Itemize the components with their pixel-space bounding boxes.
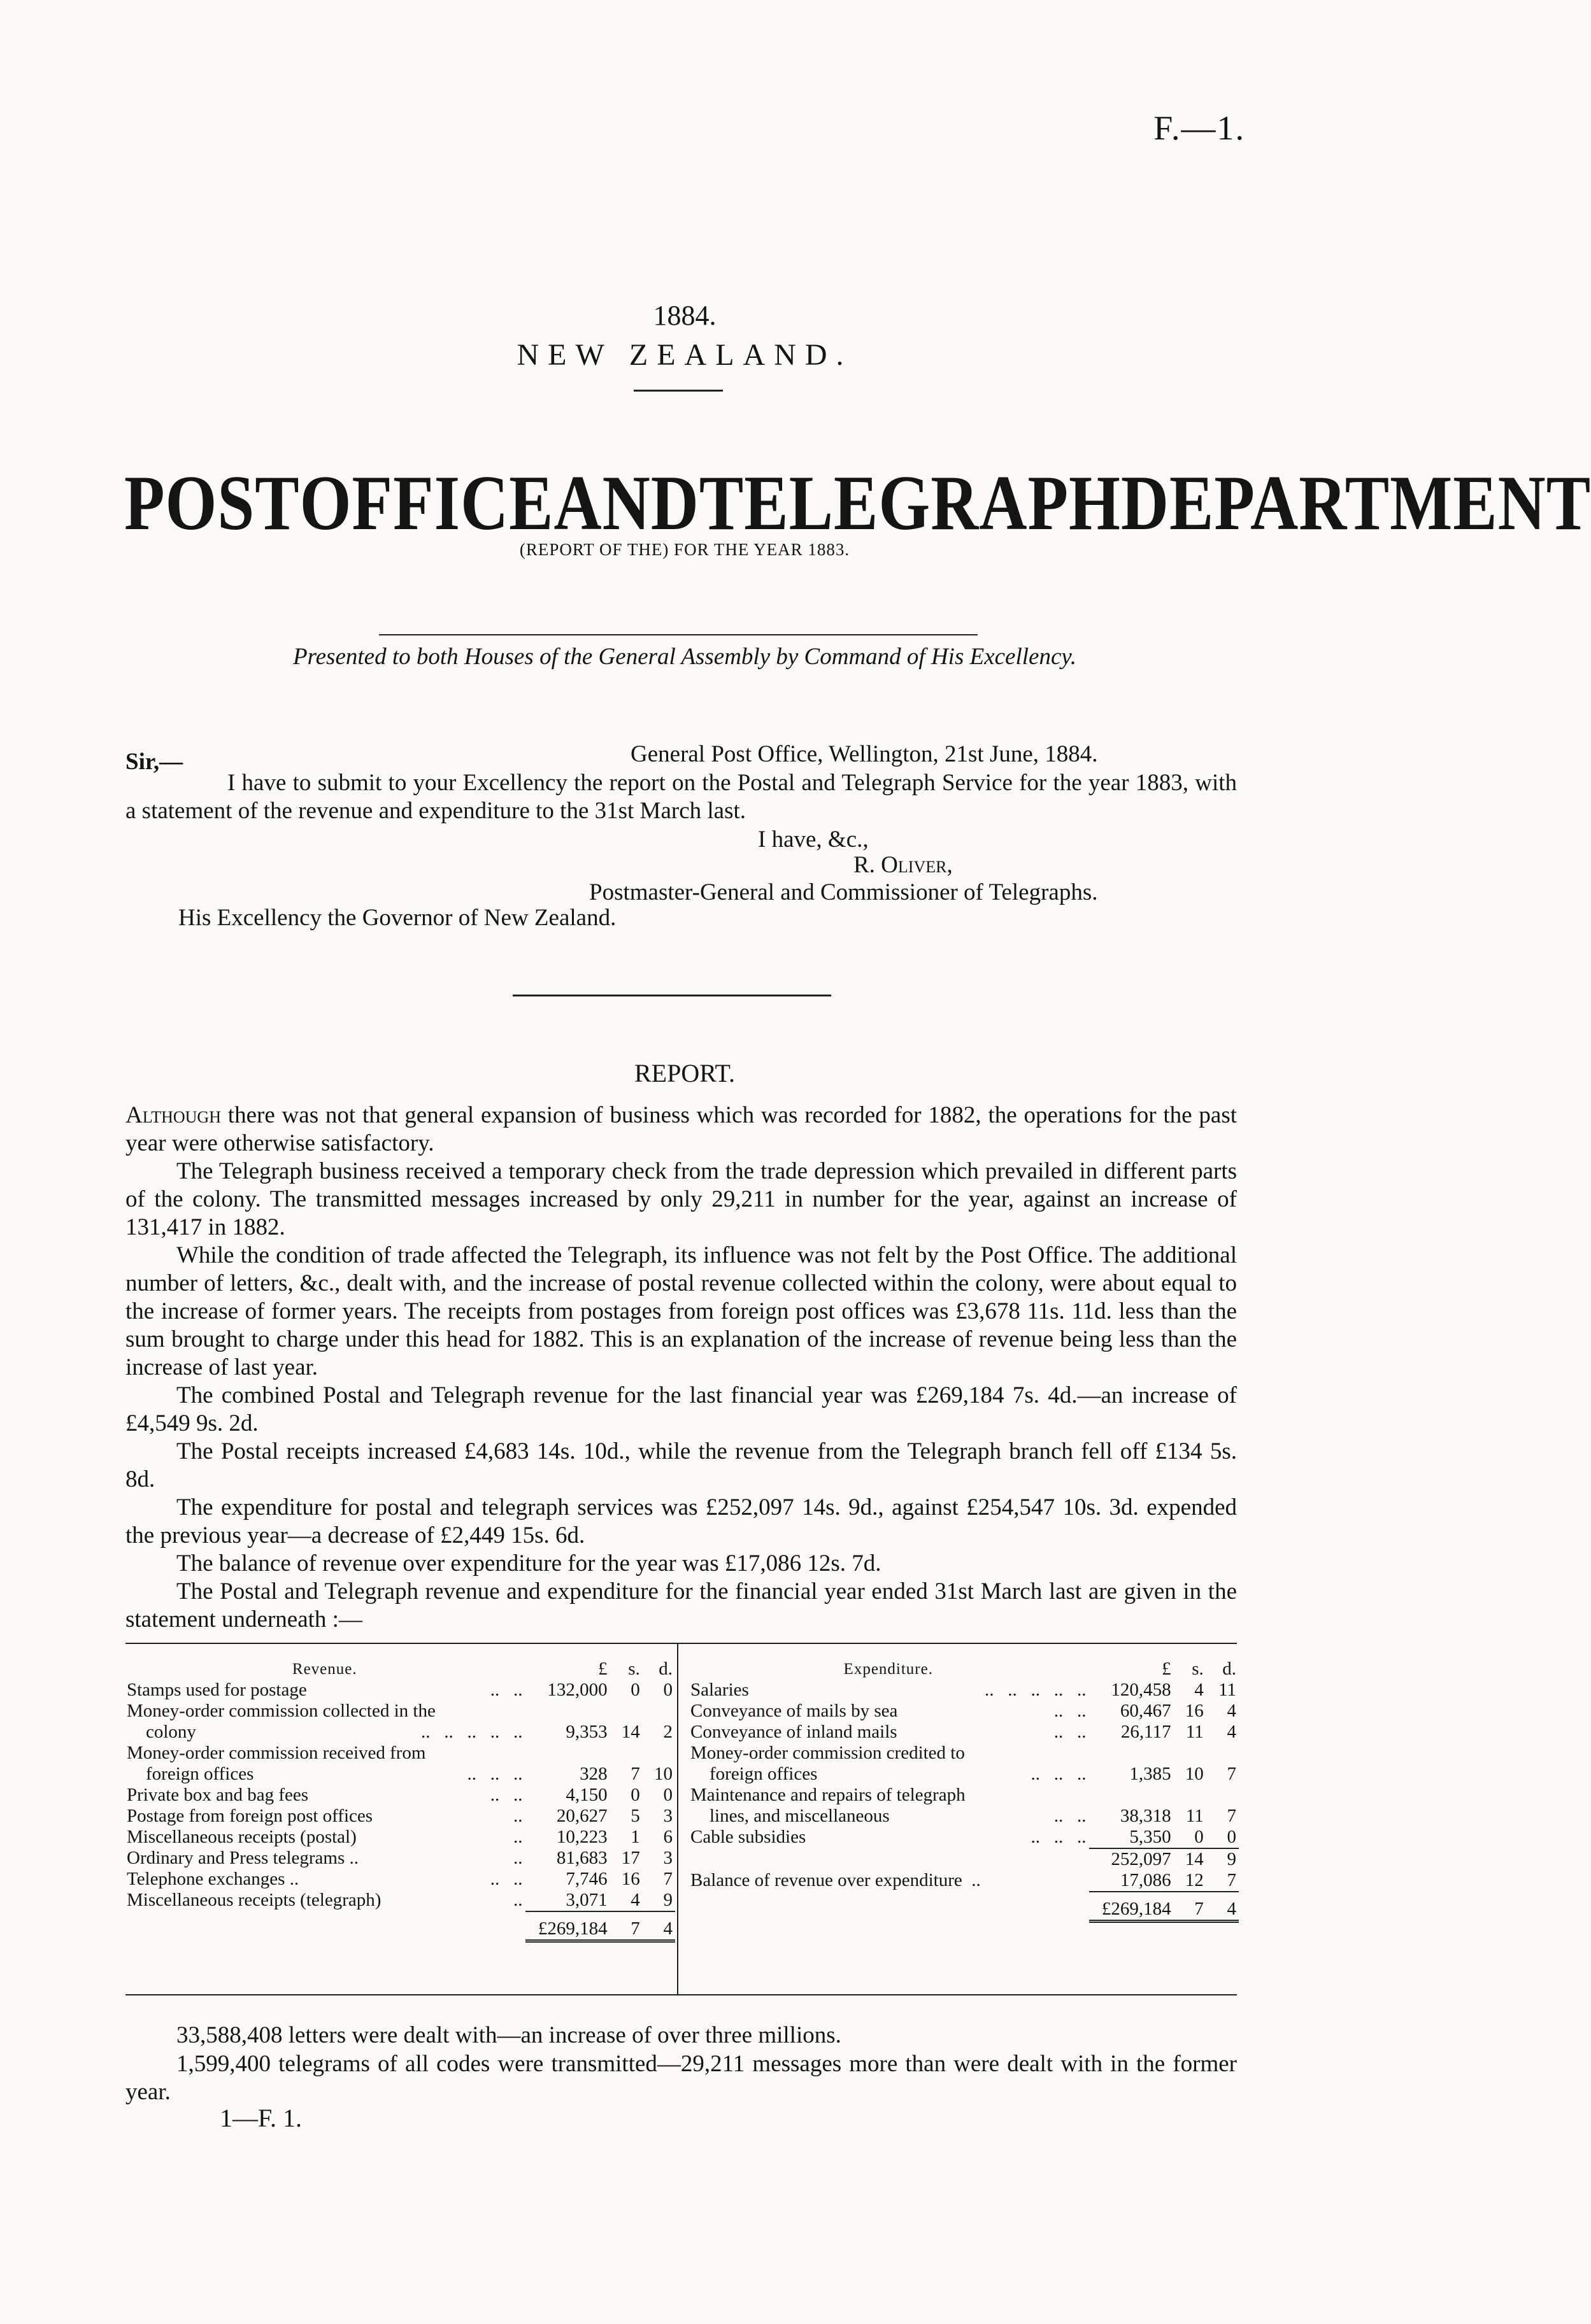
row-amount-pence: 0	[663, 1785, 673, 1805]
row-amount-pence: 7	[663, 1869, 673, 1889]
row-amount-pounds: 1,385	[1129, 1764, 1171, 1784]
row-amount-pence: 6	[663, 1827, 673, 1847]
balance-row	[688, 1870, 1239, 1892]
revenue-total-pence: 4	[643, 1911, 675, 1941]
title-divider	[634, 390, 723, 392]
table-row	[688, 1680, 1239, 1701]
col-shillings: s.	[628, 1659, 640, 1679]
row-label: Conveyance of inland mails	[690, 1722, 897, 1742]
report-paragraph	[125, 1102, 1237, 1158]
row-leader-dots: ..	[513, 1848, 523, 1868]
table-row	[124, 1806, 675, 1827]
row-amount-pounds	[525, 1701, 610, 1722]
report-paragraph: While the condition of trade affected the Telegraph, its influence was not felt by the Post Office. The additional number of letters, &c., dealt with, and the increase of postal revenue collected within the colony, were about equal to the increase of former years. The receipts from postages from foreign post offices was £3,678 11s. 11d. less than the sum brought to charge under this head for 1882. This is an explanation of the increase of revenue being less than the increase of last year.	[125, 1242, 1237, 1380]
row-amount-shillings: 10	[1185, 1764, 1204, 1784]
row-label: Conveyance of mails by sea	[690, 1701, 898, 1721]
table-row	[124, 1869, 675, 1890]
row-label: foreign offices	[146, 1764, 254, 1784]
presented-divider	[379, 634, 978, 635]
document-reference: F.—1.	[1153, 109, 1245, 147]
col-pence: d.	[659, 1659, 673, 1679]
row-amount-pence	[643, 1743, 675, 1764]
row-amount-pence	[1206, 1785, 1239, 1806]
row-label: foreign offices	[710, 1764, 818, 1784]
row-amount-shillings	[610, 1701, 643, 1722]
row-amount-pence: 7	[1227, 1806, 1236, 1826]
table-row	[124, 1785, 675, 1806]
page-footer: 1—F. 1.	[220, 2104, 303, 2132]
revenue-heading: Revenue.	[292, 1661, 357, 1678]
row-amount-shillings: 0	[1194, 1827, 1204, 1847]
row-label: Miscellaneous receipts (postal)	[127, 1827, 357, 1847]
row-label: Money-order commission collected in the	[127, 1701, 436, 1721]
row-amount-pence: 0	[1227, 1827, 1236, 1847]
row-amount-pence: 4	[1227, 1722, 1236, 1742]
revenue-total-shillings: 7	[610, 1911, 643, 1941]
table-top-rule	[125, 1643, 1237, 1644]
row-amount-pence: 3	[663, 1848, 673, 1868]
row-amount-pence: 11	[1218, 1680, 1236, 1700]
table-row	[124, 1722, 675, 1743]
row-amount-pence: 4	[1227, 1701, 1236, 1721]
row-label: Cable subsidies	[690, 1827, 806, 1847]
balance-pence: 7	[1227, 1870, 1236, 1890]
letter-signature: R. Oliver,	[853, 852, 953, 878]
row-amount-pounds: 120,458	[1111, 1680, 1171, 1700]
row-amount-pounds	[1089, 1743, 1174, 1764]
expenditure-subtotal-shillings: 14	[1174, 1848, 1206, 1870]
row-amount-pence: 9	[663, 1890, 673, 1910]
row-amount-shillings	[1174, 1785, 1206, 1806]
col-shillings: s.	[1192, 1659, 1204, 1679]
row-leader-dots: .. ..	[1053, 1806, 1087, 1826]
row-leader-dots: ..	[513, 1806, 523, 1826]
row-amount-pence: 0	[663, 1680, 673, 1700]
table-row	[124, 1764, 675, 1785]
row-amount-pounds: 7,746	[566, 1869, 608, 1889]
row-amount-pence: 10	[654, 1764, 673, 1784]
table-row	[688, 1785, 1239, 1806]
expenditure-subtotal-pence: 9	[1206, 1848, 1239, 1870]
row-label: Ordinary and Press telegrams ..	[127, 1848, 359, 1868]
revenue-table	[124, 1659, 675, 1943]
col-pounds: £	[598, 1659, 608, 1679]
report-paragraph: The Telegraph business received a temporary check from the trade depression which prevailed in different parts of the colony. The transmitted messages increased by only 29,211 in number for the year, against an increase of 131,417 in 1882.	[125, 1158, 1237, 1240]
report-paragraph: The Postal and Telegraph revenue and expenditure for the financial year ended 31st March last are given in the statement underneath :—	[125, 1578, 1237, 1633]
table-row	[688, 1806, 1239, 1827]
row-amount-shillings: 4	[631, 1890, 640, 1910]
letter-address: General Post Office, Wellington, 21st June, 1884.	[631, 741, 1098, 767]
row-amount-pounds: 60,467	[1120, 1701, 1171, 1721]
row-amount-pounds	[1089, 1785, 1174, 1806]
row-label: Stamps used for postage	[127, 1680, 307, 1700]
year: 1884.	[653, 300, 717, 331]
row-label: Miscellaneous receipts (telegraph)	[127, 1890, 382, 1910]
table-row	[124, 1701, 675, 1722]
row-amount-pounds: 20,627	[556, 1806, 608, 1826]
table-row	[688, 1743, 1239, 1764]
row-amount-pence	[1206, 1743, 1239, 1764]
table-row	[688, 1701, 1239, 1722]
expenditure-table	[688, 1659, 1239, 1923]
row-label: Maintenance and repairs of telegraph	[690, 1785, 966, 1805]
page-subtitle: (REPORT OF THE) FOR THE YEAR 1883.	[519, 540, 850, 559]
expenditure-total-shillings: 7	[1174, 1892, 1206, 1922]
row-amount-pounds: 5,350	[1129, 1827, 1171, 1847]
row-amount-pounds: 4,150	[566, 1785, 608, 1805]
title-word: DEPARTMENT	[1120, 460, 1591, 547]
table-row	[124, 1848, 675, 1869]
expenditure-total-pence: 4	[1206, 1892, 1239, 1922]
row-amount-shillings: 1	[631, 1827, 640, 1847]
presented-line: Presented to both Houses of the General Assembly by Command of His Excellency.	[293, 644, 1076, 670]
report-paragraph: The expenditure for postal and telegraph services was £252,097 14s. 9d., against £254,547 10s. 3d. expended the previous year—a decrease of £2,449 15s. 6d.	[125, 1494, 1237, 1548]
row-leader-dots: .. .. .. .. ..	[421, 1722, 523, 1742]
row-amount-shillings: 11	[1185, 1722, 1204, 1742]
table-row	[688, 1764, 1239, 1785]
row-amount-shillings: 0	[631, 1680, 640, 1700]
balance-dots: ..	[971, 1870, 981, 1890]
row-leader-dots: .. ..	[490, 1869, 523, 1889]
row-amount-shillings	[1174, 1743, 1206, 1764]
page-title	[124, 458, 1591, 548]
row-amount-pounds: 3,071	[566, 1890, 608, 1910]
letter-addressee: His Excellency the Governor of New Zealand.	[178, 905, 617, 931]
report-paragraph: The combined Postal and Telegraph revenue for the last financial year was £269,184 7s. 4d.—an increase of £4,549 9s. 2d.	[125, 1382, 1237, 1436]
title-word: OFFICE	[299, 460, 554, 547]
row-label: Money-order commission received from	[127, 1743, 426, 1763]
country: NEW ZEALAND.	[517, 338, 853, 372]
table-bottom-rule	[125, 1994, 1237, 1995]
row-amount-pence: 7	[1227, 1764, 1236, 1784]
row-leader-dots: ..	[513, 1890, 523, 1910]
row-label: Telephone exchanges ..	[127, 1869, 299, 1889]
row-amount-pence: 2	[663, 1722, 673, 1742]
row-amount-pounds: 132,000	[547, 1680, 608, 1700]
row-amount-shillings: 11	[1185, 1806, 1204, 1826]
row-amount-shillings: 16	[621, 1869, 640, 1889]
row-leader-dots: .. ..	[1053, 1701, 1087, 1721]
report-paragraph: The Postal receipts increased £4,683 14s. 10d., while the revenue from the Telegraph branch fell off £134 5s. 8d.	[125, 1438, 1237, 1492]
row-leader-dots: .. .. .. .. ..	[985, 1680, 1087, 1700]
table-row	[124, 1743, 675, 1764]
letter-closing: I have, &c.,	[758, 826, 869, 853]
row-leader-dots: .. ..	[490, 1680, 523, 1700]
row-amount-pounds: 328	[580, 1764, 608, 1784]
row-amount-shillings: 16	[1185, 1701, 1204, 1721]
balance-shillings: 12	[1185, 1870, 1204, 1890]
letter-body: I have to submit to your Excellency the report on the Postal and Telegraph Service for the year 1883, with a statement of the revenue and expenditure to the 31st March last.	[125, 770, 1237, 824]
table-row	[124, 1827, 675, 1848]
row-leader-dots: .. ..	[1053, 1722, 1087, 1742]
expenditure-heading: Expenditure.	[843, 1661, 933, 1678]
row-amount-shillings: 14	[621, 1722, 640, 1742]
row-amount-pence: 3	[663, 1806, 673, 1826]
row-amount-pounds: 26,117	[1120, 1722, 1171, 1742]
expenditure-total-pounds: £269,184	[1089, 1892, 1174, 1922]
row-leader-dots: ..	[513, 1827, 523, 1847]
section-divider	[513, 995, 831, 996]
col-pence: d.	[1222, 1659, 1236, 1679]
table-row	[124, 1680, 675, 1701]
closing-telegrams: 1,599,400 telegrams of all codes were transmitted—29,211 messages more than were dealt with in the former year.	[125, 2051, 1237, 2105]
title-word: POST	[124, 460, 300, 547]
paragraph-lead: Although	[125, 1102, 221, 1128]
table-column-divider	[677, 1644, 678, 1994]
expenditure-subtotal-pounds: 252,097	[1089, 1848, 1174, 1870]
row-label: Private box and bag fees	[127, 1785, 309, 1805]
paragraph-text: there was not that general expansion of business which was recorded for 1882, the operations for the past year were otherwise satisfactory.	[125, 1102, 1237, 1156]
report-heading: REPORT.	[634, 1059, 735, 1088]
row-amount-pounds: 81,683	[556, 1848, 608, 1868]
row-amount-pence	[643, 1701, 675, 1722]
row-leader-dots: .. .. ..	[467, 1764, 523, 1784]
row-amount-shillings: 0	[631, 1785, 640, 1805]
closing-letters: 33,588,408 letters were dealt with—an increase of over three millions.	[176, 2022, 841, 2048]
report-paragraph: The balance of revenue over expenditure for the year was £17,086 12s. 7d.	[176, 1550, 881, 1576]
salutation: Sir,—	[125, 749, 183, 775]
table-row	[688, 1722, 1239, 1743]
row-label: lines, and miscellaneous	[710, 1806, 890, 1826]
row-amount-shillings: 4	[1194, 1680, 1204, 1700]
row-leader-dots: .. ..	[490, 1785, 523, 1805]
table-row	[688, 1827, 1239, 1848]
row-amount-pounds: 38,318	[1120, 1806, 1171, 1826]
row-amount-pounds: 9,353	[566, 1722, 608, 1742]
row-leader-dots: .. .. ..	[1031, 1764, 1087, 1784]
row-leader-dots: .. .. ..	[1031, 1827, 1087, 1847]
row-amount-pounds	[525, 1743, 610, 1764]
balance-pounds: 17,086	[1120, 1870, 1171, 1890]
row-label: Salaries	[690, 1680, 749, 1700]
row-label: Money-order commission credited to	[690, 1743, 965, 1763]
title-word: AND	[553, 460, 699, 547]
col-pounds: £	[1162, 1659, 1171, 1679]
row-label: Postage from foreign post offices	[127, 1806, 373, 1826]
row-amount-shillings: 17	[621, 1848, 640, 1868]
row-amount-pounds: 10,223	[556, 1827, 608, 1847]
row-label: colony	[146, 1722, 196, 1742]
row-amount-shillings: 7	[631, 1764, 640, 1784]
revenue-total-pounds: £269,184	[525, 1911, 610, 1941]
row-amount-shillings: 5	[631, 1806, 640, 1826]
row-amount-shillings	[610, 1743, 643, 1764]
table-row	[124, 1890, 675, 1911]
title-word: TELEGRAPH	[699, 460, 1121, 547]
balance-label: Balance of revenue over expenditure	[690, 1870, 962, 1890]
letter-position: Postmaster-General and Commissioner of Telegraphs.	[589, 879, 1098, 905]
